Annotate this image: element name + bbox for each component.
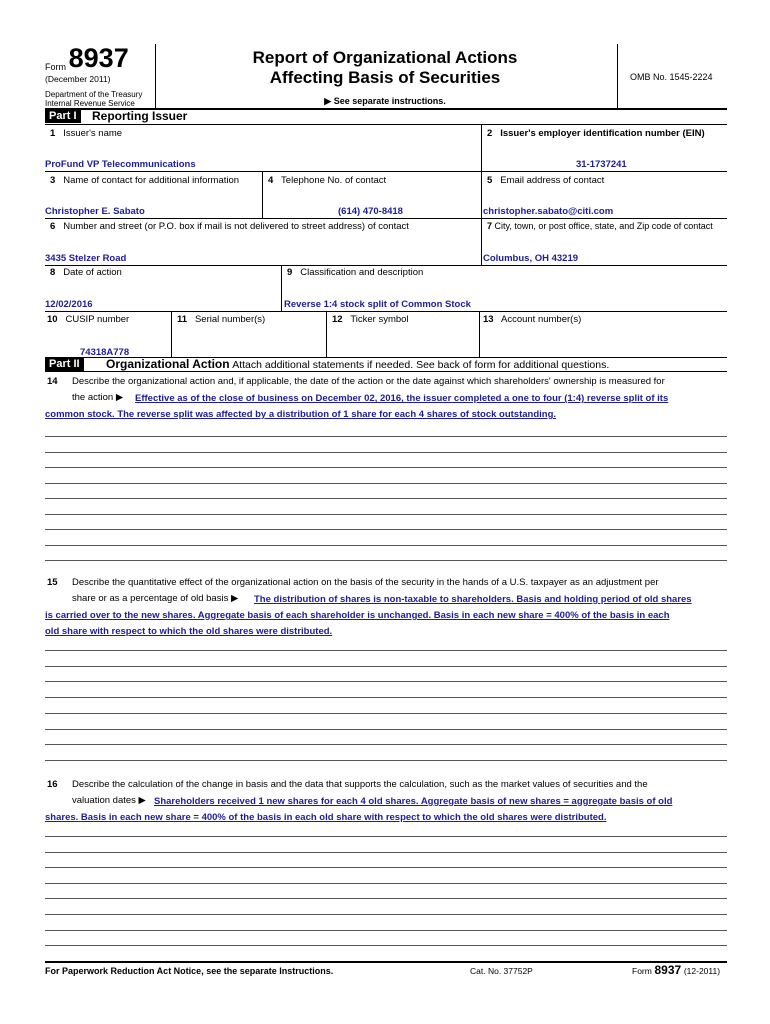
field-7-number: 7 [487,221,493,231]
field-8-label [50,267,122,278]
q16-text: Describe the calculation of the change in basis and the data that supports the calculation, such as the market values of securities and the [72,779,648,790]
answer-rule [45,483,727,484]
answer-rule [45,514,727,515]
field-12-text: Ticker symbol [350,314,409,325]
q14-number: 14 [47,376,58,387]
city-value[interactable]: Columbus, OH 43219 [483,253,579,264]
field-8-number: 8 [50,267,56,278]
q14-text-2: the action ▶ [72,392,124,403]
field-11-text: Serial number(s) [194,314,266,325]
row2-divider-b [481,171,482,218]
form-number-block [45,44,155,72]
q14-answer-line1[interactable]: Effective as of the close of business on December 02, 2016, the issuer completed a one to four (1:4) reverse split of its [135,393,669,404]
answer-rule [45,744,727,745]
field-2-number: 2 [487,128,493,139]
answer-rule [45,467,727,468]
answer-rule [45,681,727,682]
row3-divider [481,218,482,265]
field-11-label [177,314,265,325]
email-value[interactable]: christopher.sabato@citi.com [483,206,614,217]
answer-rule [45,930,727,931]
date-of-action-value[interactable]: 12/02/2016 [45,299,93,310]
part1-title-rule [45,124,727,125]
q16-answer-line2[interactable]: shares. Basis in each new share = 400% of the basis in each old share with respect to which the old shares were distributed. [45,812,607,823]
answer-rule [45,836,727,837]
answer-rule [45,883,727,884]
row5-divider-b [326,311,327,357]
field-13-text: Account number(s) [500,314,582,325]
q15-text: Describe the quantitative effect of the organizational action on the basis of the security in the hands of a U.S. taxpayer as an adjustment per [72,577,659,588]
classification-value[interactable]: Reverse 1:4 stock split of Common Stock [284,299,471,310]
field-4-text: Telephone No. of contact [281,175,387,186]
row3-bottom-rule [45,265,727,266]
part2-subtitle: Attach additional statements if needed. See back of form for additional questions. [232,359,610,371]
field-5-text: Email address of contact [500,175,605,186]
field-9-number: 9 [287,267,293,278]
field-1-label [50,128,122,139]
row5-divider-a [171,311,172,357]
cusip-value[interactable]: 74318A778 [80,347,130,358]
row4-bottom-rule [45,311,727,312]
field-10-text: CUSIP number [65,314,130,325]
answer-rule [45,529,727,530]
footer-form-word: Form [632,966,652,976]
field-12-number: 12 [332,314,343,325]
form-revision: (December 2011) [45,74,111,84]
header-divider-right [617,44,618,108]
footer-revision: (12-2011) [683,966,721,976]
form-title-line1: Report of Organizational Actions [252,48,518,67]
field-3-text: Name of contact for additional information [63,175,240,186]
part2-title: Organizational Action [106,357,230,371]
q16-answer-line1[interactable]: Shareholders received 1 new shares for each 4 old shares. Aggregate basis of new shares = aggregate basis of old [154,796,673,807]
form-title [155,48,615,88]
issuer-name-value[interactable]: ProFund VP Telecommunications [45,159,196,170]
row4-divider [281,265,282,311]
field-4-label [268,175,386,186]
q15-answer-line2[interactable]: is carried over to the new shares. Aggregate basis of each shareholder is unchanged. Basis in each new share = 400% of the basis in each [45,610,670,621]
omb-number: OMB No. 1545-2224 [630,72,713,82]
irs-line: Internal Revenue Service [45,99,135,108]
field-11-number: 11 [177,314,188,325]
ein-value[interactable]: 31-1737241 [576,159,627,170]
catalog-number: Cat. No. 37752P [470,966,533,976]
row1-divider [481,124,482,171]
q15-text-2: share or as a percentage of old basis ▶ [72,593,239,604]
q14-text: Describe the organizational action and, if applicable, the date of the action or the date against which shareholders' ownership is measured for [72,376,665,387]
field-6-text: Number and street (or P.O. box if mail is not delivered to street address) of contact [63,221,409,232]
field-13-label [483,314,581,325]
row2-bottom-rule [45,218,727,219]
part1-title: Reporting Issuer [92,109,188,123]
row5-divider-c [479,311,480,357]
answer-rule [45,697,727,698]
footer-form-id [632,963,720,977]
part1-label: Part I [45,110,81,123]
row2-divider-a [262,171,263,218]
field-5-number: 5 [487,175,493,186]
q15-answer-line3[interactable]: old share with respect to which the old shares were distributed. [45,626,333,637]
field-3-number: 3 [50,175,56,186]
field-2-text: Issuer's employer identification number (EIN) [500,128,705,139]
field-1-number: 1 [50,128,56,139]
field-13-number: 13 [483,314,494,325]
answer-rule [45,666,727,667]
row1-bottom-rule [45,171,727,172]
form-title-line2: Affecting Basis of Securities [269,68,501,87]
q15-number: 15 [47,577,58,588]
answer-rule [45,945,727,946]
field-3-label [50,175,239,186]
q16-text-2: valuation dates ▶ [72,795,146,806]
answer-rule [45,914,727,915]
answer-rule [45,713,727,714]
field-10-number: 10 [47,314,58,325]
field-2-label [487,128,705,139]
answer-rule [45,852,727,853]
answer-rule [45,760,727,761]
footer-rule [45,961,727,963]
see-instructions: ▶ See separate instructions. [324,96,446,106]
street-value[interactable]: 3435 Stelzer Road [45,253,127,264]
contact-name-value[interactable]: Christopher E. Sabato [45,206,145,217]
field-4-number: 4 [268,175,274,186]
field-7-text: City, town, or post office, state, and Zip code of contact [494,221,713,231]
answer-rule [45,498,727,499]
field-8-text: Date of action [63,267,122,278]
part2-title-rule [45,371,727,372]
answer-rule [45,436,727,437]
field-7-label [487,221,713,231]
field-6-label [50,221,409,232]
field-12-label [332,314,409,325]
q15-answer-line1[interactable]: The distribution of shares is non-taxable to shareholders. Basis and holding period of old shares [254,594,692,605]
footer-form-number: 8937 [654,963,682,977]
answer-rule [45,560,727,561]
form-word: Form [45,62,66,72]
telephone-value[interactable]: (614) 470-8418 [338,206,403,217]
field-9-text: Classification and description [300,267,424,278]
field-5-label [487,175,604,186]
part2-label: Part II [45,358,84,371]
answer-rule [45,650,727,651]
q16-number: 16 [47,779,58,790]
answer-rule [45,729,727,730]
answer-rule [45,867,727,868]
answer-rule [45,452,727,453]
field-10-label [47,314,129,325]
field-6-number: 6 [50,221,56,232]
answer-rule [45,898,727,899]
form-number: 8937 [68,43,129,73]
part2-heading [106,357,609,371]
field-1-text: Issuer's name [63,128,123,139]
field-9-label [287,267,423,278]
q14-answer-line2[interactable]: common stock. The reverse split was affected by a distribution of 1 share for each 4 shares of stock outstanding. [45,409,557,420]
department-line: Department of the Treasury [45,90,143,99]
answer-rule [45,545,727,546]
paperwork-notice: For Paperwork Reduction Act Notice, see the separate Instructions. [45,966,334,976]
